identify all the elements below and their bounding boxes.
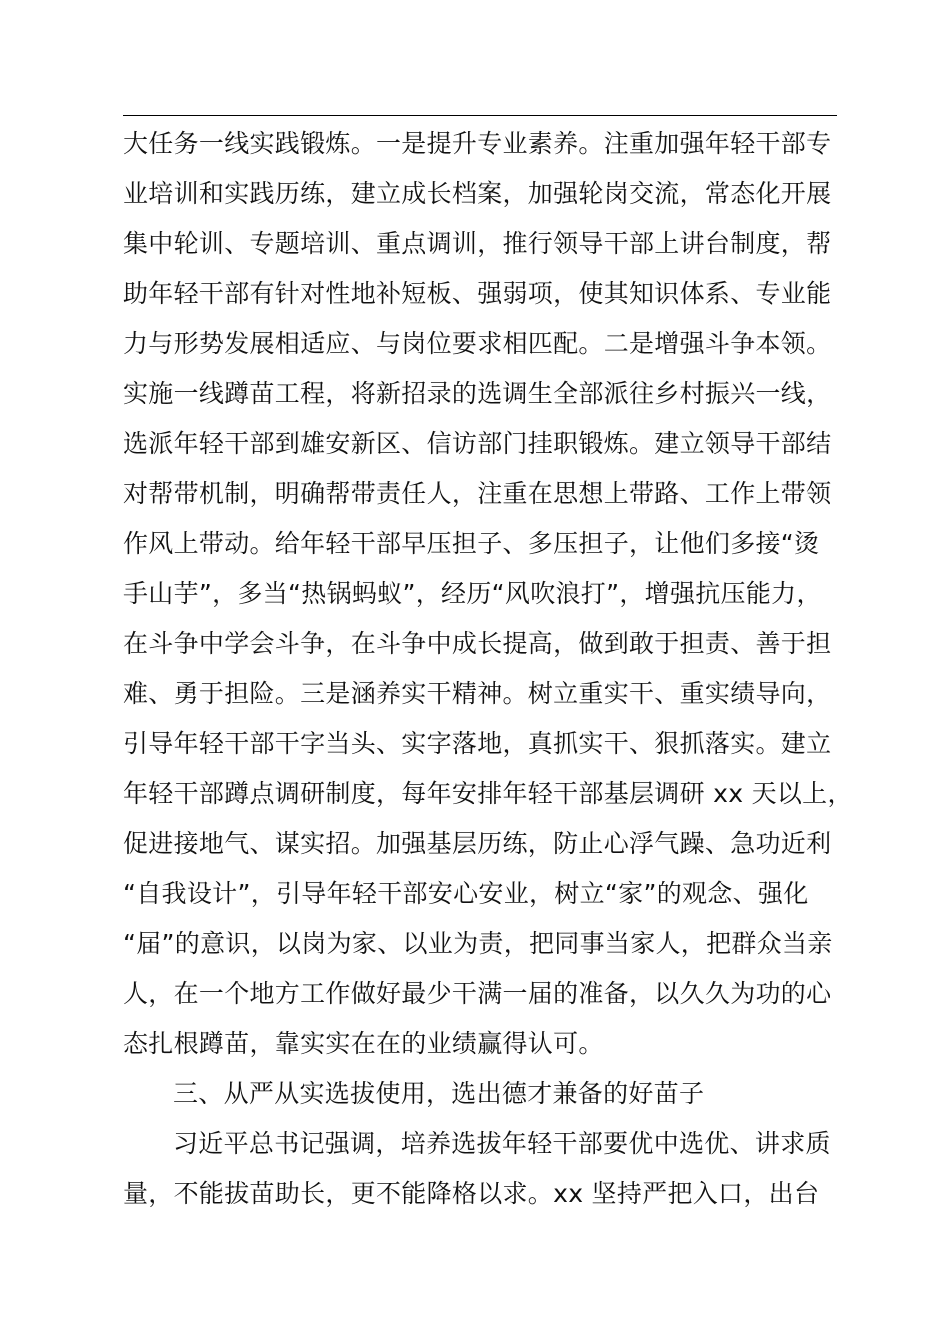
body-line: 态扎根蹲苗，靠实实在在的业绩赢得认可。 bbox=[123, 1029, 604, 1058]
body-line: 助年轻干部有针对性地补短板、强弱项，使其知识体系、专业能 bbox=[123, 279, 832, 308]
body-line: 实施一线蹲苗工程，将新招录的选调生全部派往乡村振兴一线， bbox=[123, 379, 832, 408]
body-line: 量，不能拔苗助长，更不能降格以求。xx 坚持严把入口，出台 bbox=[123, 1179, 820, 1208]
body-line: 在斗争中学会斗争，在斗争中成长提高，做到敢于担责、善于担 bbox=[123, 629, 832, 658]
body-line: 选派年轻干部到雄安新区、信访部门挂职锻炼。建立领导干部结 bbox=[123, 429, 832, 458]
body-line: 对帮带机制，明确帮带责任人，注重在思想上带路、工作上带领 bbox=[123, 479, 832, 508]
body-line: 集中轮训、专题培训、重点调训，推行领导干部上讲台制度，帮 bbox=[123, 229, 832, 258]
body-line: 作风上带动。给年轻干部早压担子、多压担子，让他们多接“烫 bbox=[123, 529, 820, 558]
body-line: “自我设计”，引导年轻干部安心安业，树立“家”的观念、强化 bbox=[123, 879, 809, 908]
body-line: “届”的意识，以岗为家、以业为责，把同事当家人，把群众当亲 bbox=[123, 929, 833, 958]
body-line: 业培训和实践历练，建立成长档案，加强轮岗交流，常态化开展 bbox=[123, 179, 832, 208]
body-line: 难、勇于担险。三是涵养实干精神。树立重实干、重实绩导向， bbox=[123, 679, 832, 708]
section-heading: 三、从严从实选拔使用，选出德才兼备的好苗子 bbox=[173, 1079, 705, 1108]
paragraph-first-line: 习近平总书记强调，培养选拔年轻干部要优中选优、讲求质 bbox=[173, 1129, 831, 1158]
header-rule bbox=[123, 115, 837, 116]
body-line: 促进接地气、谋实招。加强基层历练，防止心浮气躁、急功近利 bbox=[123, 829, 832, 858]
body-line: 手山芋”，多当“热锅蚂蚁”，经历“风吹浪打”，增强抗压能力， bbox=[123, 579, 822, 608]
body-line: 大任务一线实践锻炼。一是提升专业素养。注重加强年轻干部专 bbox=[123, 129, 832, 158]
body-line: 引导年轻干部干字当头、实字落地，真抓实干、狠抓落实。建立 bbox=[123, 729, 832, 758]
body-line: 力与形势发展相适应、与岗位要求相匹配。二是增强斗争本领。 bbox=[123, 329, 832, 358]
body-line: 年轻干部蹲点调研制度，每年安排年轻干部基层调研 xx 天以上， bbox=[123, 779, 853, 808]
body-line: 人，在一个地方工作做好最少干满一届的准备，以久久为功的心 bbox=[123, 979, 832, 1008]
